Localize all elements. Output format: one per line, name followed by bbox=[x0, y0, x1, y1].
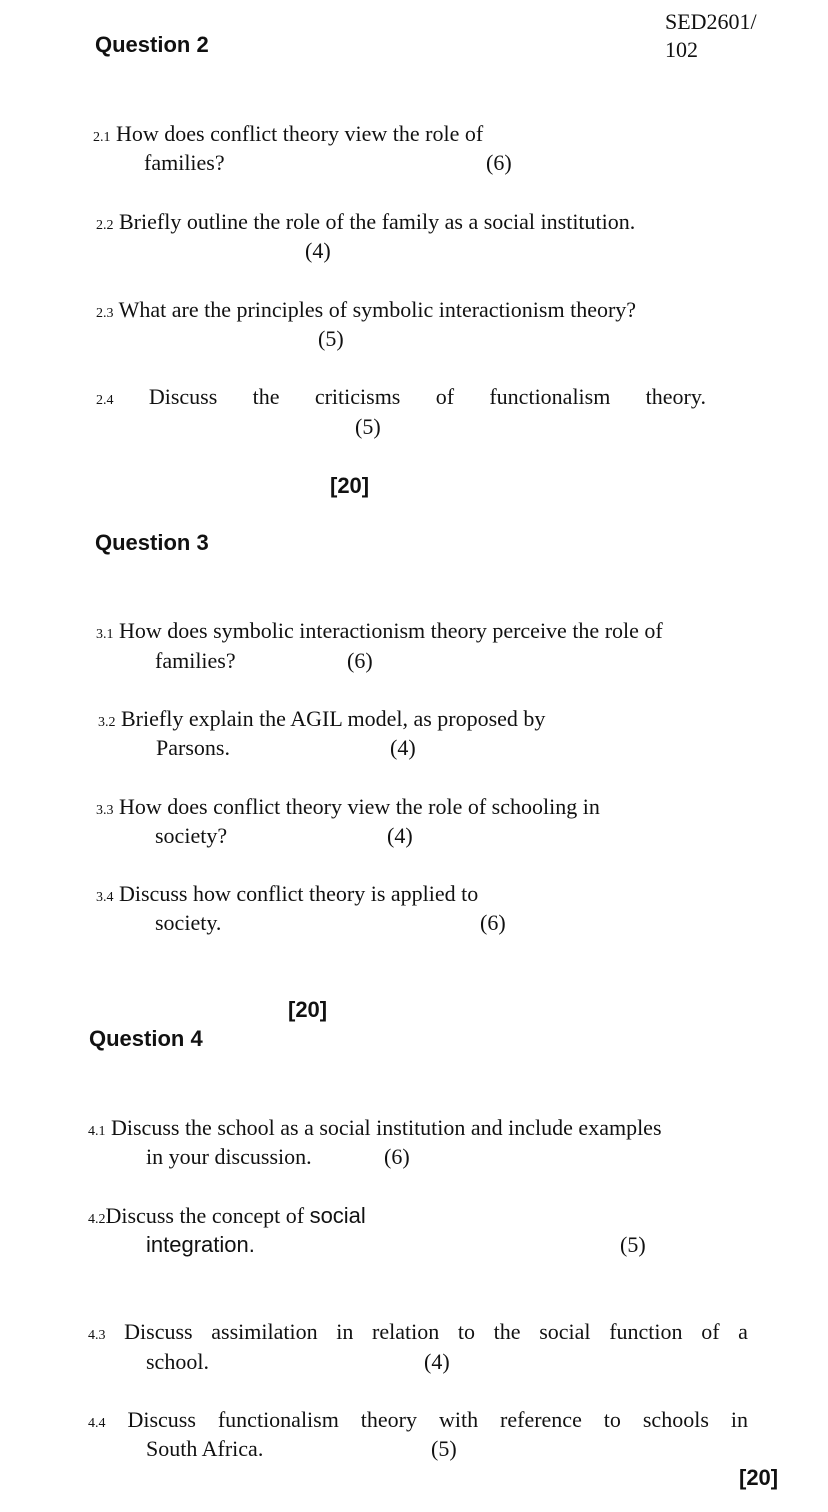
item-text: Discuss how conflict theory is applied to bbox=[119, 881, 479, 906]
question-4-1-marks: (6) bbox=[384, 1144, 410, 1169]
question-2-total: [20] bbox=[330, 473, 370, 498]
question-3-3-marks: (4) bbox=[387, 823, 413, 848]
item-number: 3.2 bbox=[98, 715, 116, 730]
item-word: to bbox=[603, 1407, 621, 1432]
item-word: in bbox=[336, 1319, 354, 1344]
question-2-4-marks: (5) bbox=[355, 414, 381, 439]
item-number: 4.2 bbox=[88, 1212, 106, 1227]
item-word: with bbox=[438, 1407, 479, 1432]
question-4-total: [20] bbox=[739, 1465, 779, 1490]
item-word: schools bbox=[642, 1407, 709, 1432]
item-text: Discuss the concept of bbox=[105, 1203, 310, 1228]
question-3-3 bbox=[96, 794, 600, 820]
item-word: Discuss bbox=[127, 1407, 196, 1432]
question-4-2 bbox=[88, 1203, 366, 1229]
question-3-1-continued: families? bbox=[155, 648, 236, 673]
item-number: 3.1 bbox=[96, 627, 114, 642]
question-2-4 bbox=[96, 384, 706, 410]
question-3-3-continued: society? bbox=[155, 823, 228, 848]
question-4-2-continued: integration. bbox=[146, 1232, 255, 1257]
item-number: 3.4 bbox=[96, 890, 114, 905]
question-2-1-continued: families? bbox=[144, 150, 225, 175]
item-word: relation bbox=[372, 1319, 440, 1344]
item-number: 4.1 bbox=[88, 1124, 106, 1139]
question-4-heading: Question 4 bbox=[89, 1026, 203, 1051]
question-3-4-continued: society. bbox=[155, 910, 222, 935]
item-number: 2.1 bbox=[93, 130, 111, 145]
question-4-4-continued: South Africa. bbox=[146, 1436, 264, 1461]
question-3-4 bbox=[96, 881, 478, 907]
item-text: Discuss the school as a social institution and include examples bbox=[111, 1115, 662, 1140]
item-number: 3.3 bbox=[96, 803, 114, 818]
item-word: the bbox=[252, 384, 280, 409]
question-2-3 bbox=[96, 297, 636, 323]
item-word: theory bbox=[360, 1407, 417, 1432]
item-word: of bbox=[701, 1319, 720, 1344]
item-word: the bbox=[493, 1319, 521, 1344]
question-4-3-marks: (4) bbox=[424, 1349, 450, 1374]
question-4-1 bbox=[88, 1115, 662, 1141]
item-word: reference bbox=[500, 1407, 582, 1432]
course-code-line1: SED2601/ bbox=[665, 9, 757, 34]
item-word: theory. bbox=[645, 384, 706, 409]
question-3-2-marks: (4) bbox=[390, 735, 416, 760]
item-word: Discuss bbox=[124, 1319, 193, 1344]
item-word: functionalism bbox=[217, 1407, 339, 1432]
question-4-3 bbox=[88, 1319, 748, 1345]
item-word: functionalism bbox=[489, 384, 611, 409]
item-text: How does conflict theory view the role of bbox=[116, 121, 484, 146]
question-3-1-marks: (6) bbox=[347, 648, 373, 673]
item-number: 2.2 bbox=[96, 218, 114, 233]
course-code-line2: 102 bbox=[665, 37, 698, 62]
question-2-heading: Question 2 bbox=[95, 32, 209, 57]
question-4-2-marks: (5) bbox=[620, 1232, 646, 1257]
item-word: function bbox=[609, 1319, 683, 1344]
item-word: social bbox=[539, 1319, 591, 1344]
question-2-3-marks: (5) bbox=[318, 326, 344, 351]
question-2-2 bbox=[96, 209, 635, 235]
item-word: Discuss bbox=[148, 384, 218, 409]
question-4-3-continued: school. bbox=[146, 1349, 209, 1374]
question-3-4-marks: (6) bbox=[480, 910, 506, 935]
item-word: criticisms bbox=[314, 384, 401, 409]
question-3-2 bbox=[98, 706, 545, 732]
item-number: 2.3 bbox=[96, 306, 114, 321]
item-word: to bbox=[457, 1319, 476, 1344]
question-2-1 bbox=[93, 121, 483, 147]
item-word: assimilation bbox=[211, 1319, 318, 1344]
item-word: of bbox=[435, 384, 455, 409]
question-2-1-marks: (6) bbox=[486, 150, 512, 175]
item-text: Briefly explain the AGIL model, as proposed by bbox=[121, 706, 546, 731]
question-2-2-marks: (4) bbox=[305, 238, 331, 263]
item-text: What are the principles of symbolic interactionism theory? bbox=[118, 297, 637, 322]
item-number: 4.4 bbox=[88, 1416, 106, 1431]
question-3-1 bbox=[96, 618, 663, 644]
question-3-total: [20] bbox=[288, 997, 328, 1022]
item-text: Briefly outline the role of the family as a social institution. bbox=[119, 209, 636, 234]
question-4-4-marks: (5) bbox=[431, 1436, 457, 1461]
question-3-2-continued: Parsons. bbox=[156, 735, 230, 760]
question-4-4 bbox=[88, 1407, 748, 1433]
item-word: in bbox=[730, 1407, 748, 1432]
question-3-heading: Question 3 bbox=[95, 530, 209, 555]
item-number: 2.4 bbox=[96, 393, 114, 408]
item-number: 4.3 bbox=[88, 1328, 106, 1343]
course-code bbox=[665, 8, 757, 64]
item-text-sans: social bbox=[309, 1203, 366, 1228]
item-word: a bbox=[738, 1319, 748, 1344]
item-text: How does symbolic interactionism theory perceive the role of bbox=[119, 618, 663, 643]
item-text: How does conflict theory view the role of schooling in bbox=[119, 794, 600, 819]
question-4-1-continued: in your discussion. bbox=[146, 1144, 312, 1169]
